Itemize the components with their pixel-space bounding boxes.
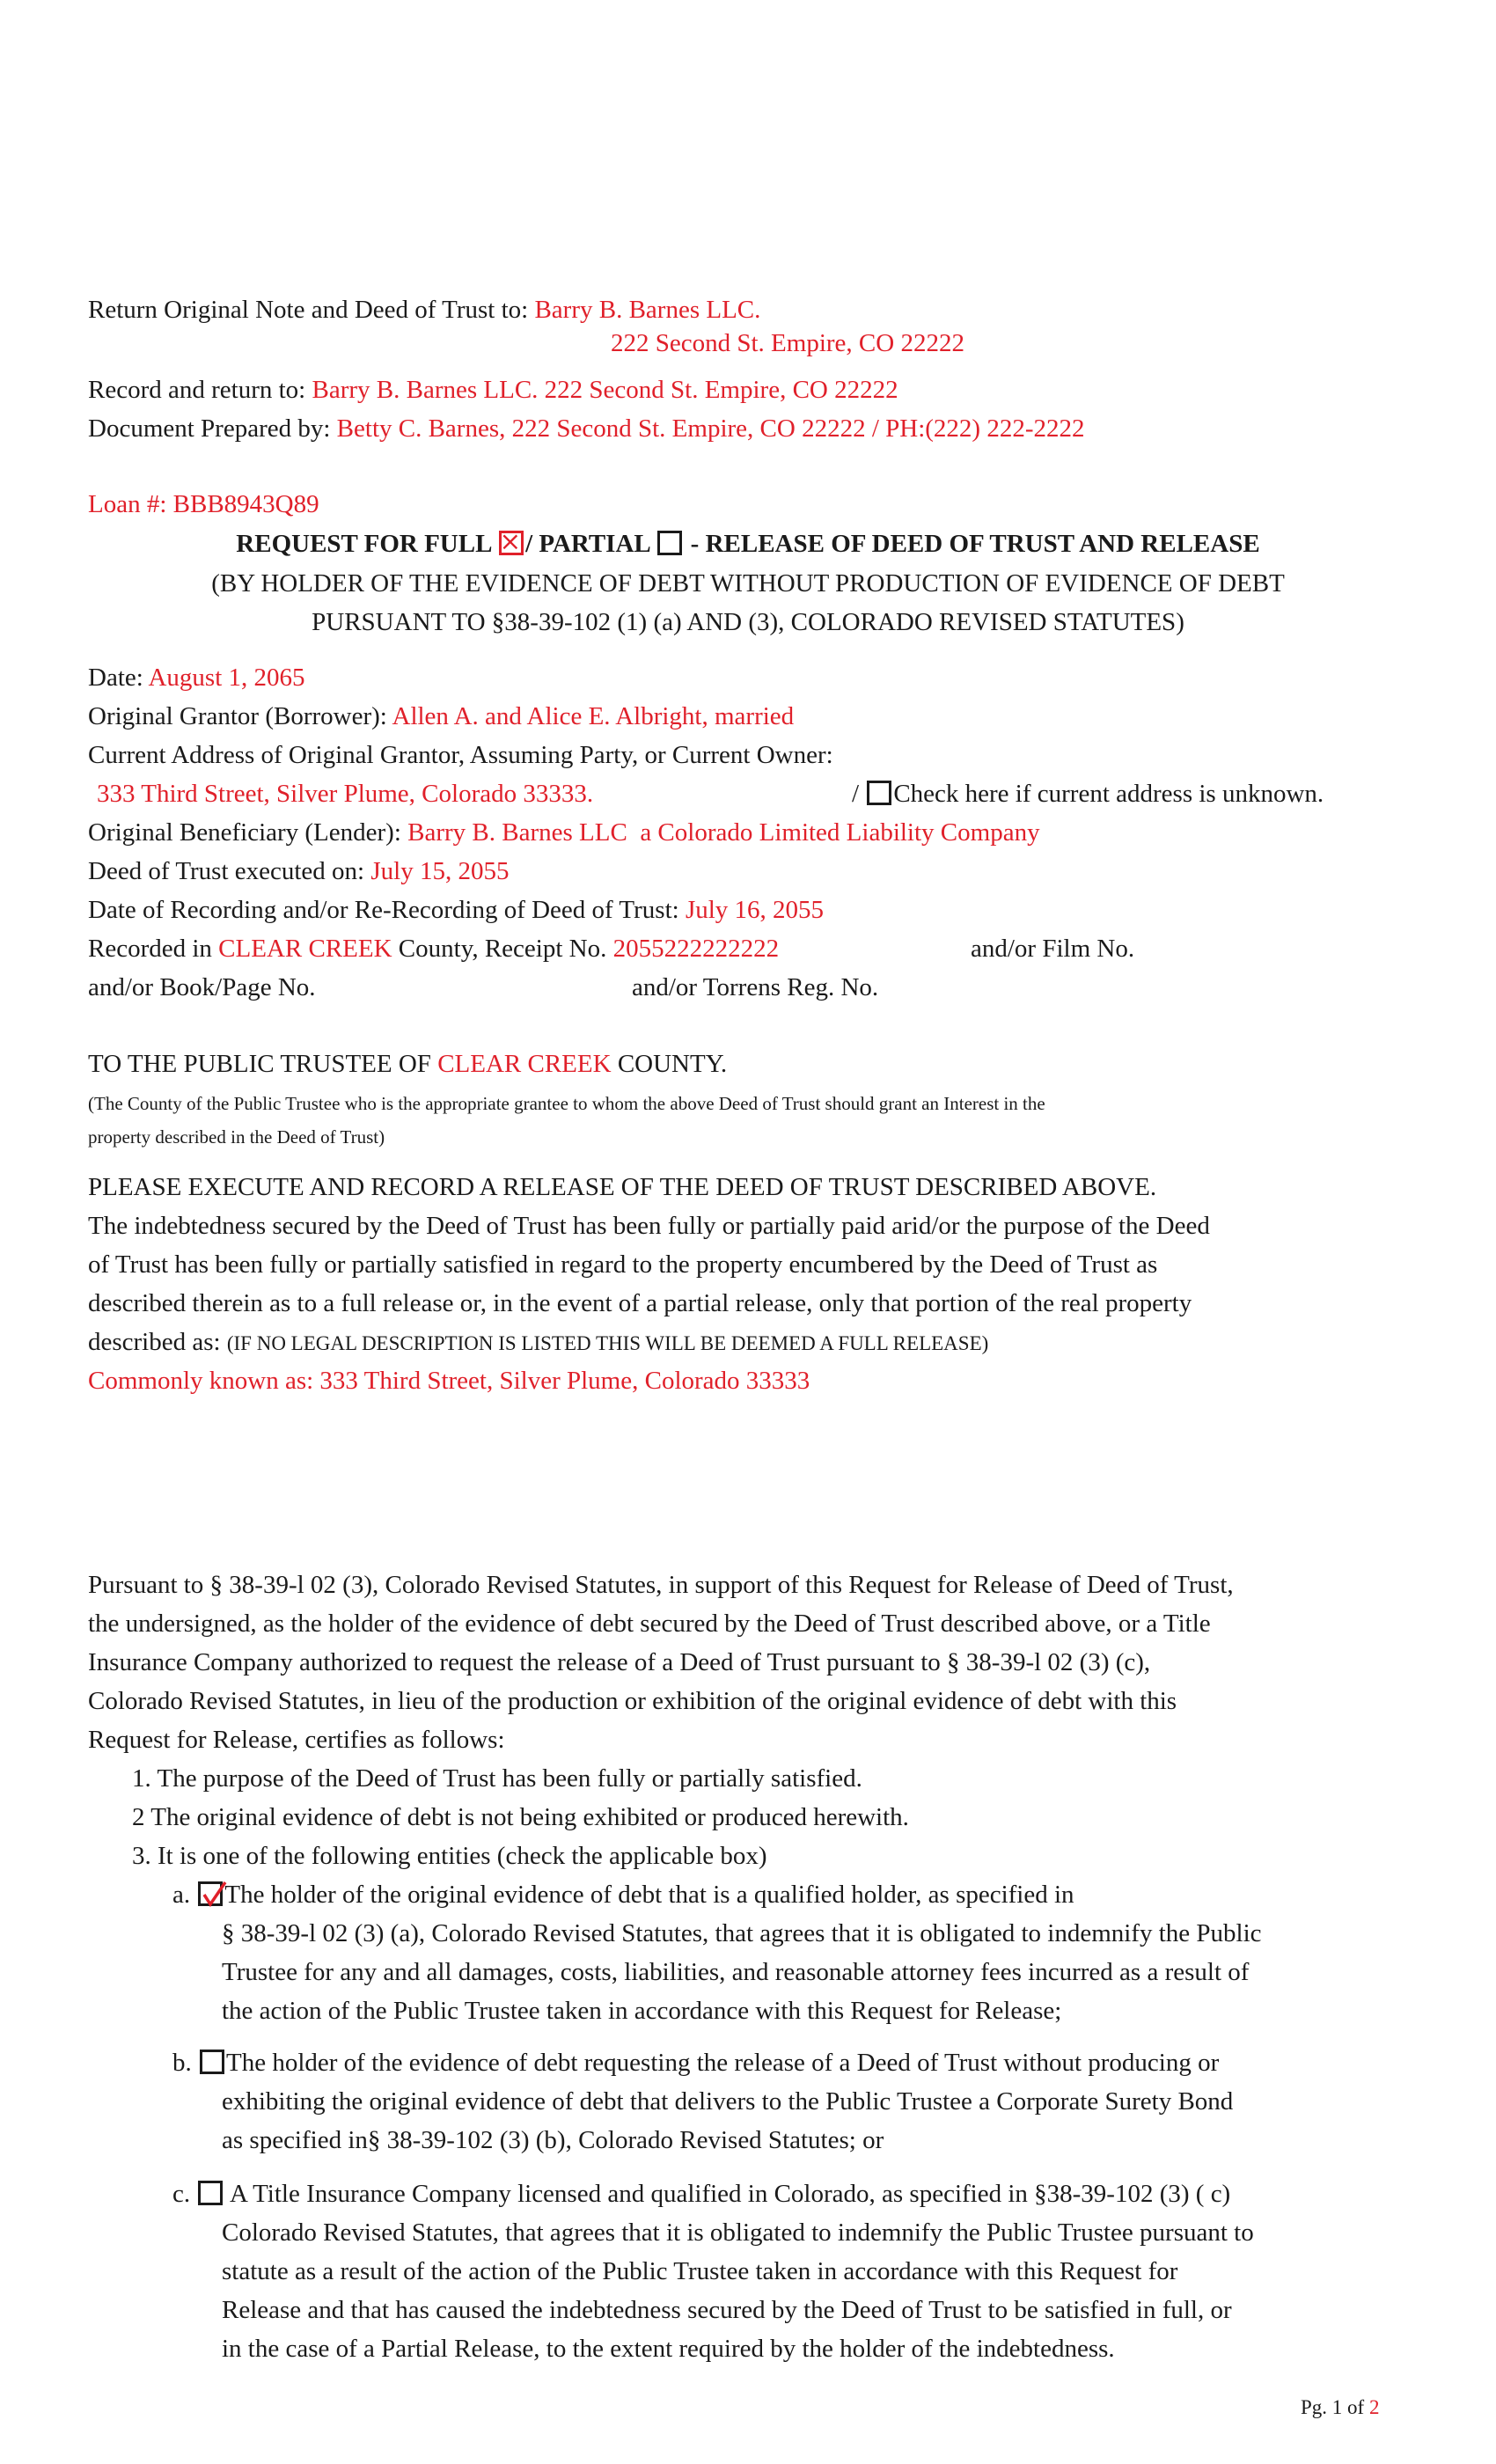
option-c-text-1: A Title Insurance Company licensed and qualified in Colorado, as specified in §38-39-102 (3) ( c) [230,2180,1231,2208]
option-a-line-1 [172,1879,1074,1910]
trustee-prefix: TO THE PUBLIC TRUSTEE OF [88,1050,431,1078]
title-full-label: REQUEST FOR FULL [236,530,491,558]
recording-value: July 16, 2055 [685,896,825,924]
option-b-line-3: as specified in§ 38-39-102 (3) (b), Colorado Revised Statutes; or [222,2126,884,2154]
book-page-label: and/or Book/Page No. [88,973,316,1001]
address-unknown-label: Check here if current address is unknown. [893,780,1324,808]
partial-release-checkbox[interactable] [657,531,682,555]
date-label: Date: [88,664,143,692]
option-c-checkbox[interactable] [198,2181,223,2205]
executed-label: Deed of Trust executed on: [88,857,365,885]
date-value: August 1, 2065 [148,664,305,692]
film-label: and/or Film No. [971,935,1135,963]
address-value: 333 Third Street, Silver Plume, Colorado 33333. [97,780,594,808]
return-to-address: 222 Second St. Empire, CO 22222 [611,329,964,357]
option-a-line-2: § 38-39-l 02 (3) (a), Colorado Revised Statutes, that agrees that it is obligated to indemnify the Public [222,1919,1262,1947]
return-to-line [88,294,760,326]
pursuant-line-2: the undersigned, as the holder of the evidence of debt secured by the Deed of Trust described above, or a Title [88,1610,1211,1638]
record-return-label: Record and return to: [88,376,306,404]
page-label: Pg. 1 of [1301,2396,1365,2418]
checkmark-icon [199,1879,229,1909]
grantor-line [88,700,794,732]
option-a-text-1: The holder of the original evidence of debt that is a qualified holder, as specified in [224,1881,1074,1909]
option-c-line-5: in the case of a Partial Release, to the extent required by the holder of the indebtedness. [222,2335,1115,2363]
page-number [1301,2394,1379,2422]
option-a-line-3: Trustee for any and all damages, costs, liabilities, and reasonable attorney fees incurred as a result of [222,1958,1250,1986]
option-a-label: a. [172,1881,191,1909]
pursuant-line-5: Request for Release, certifies as follows: [88,1726,505,1754]
public-trustee-line [88,1048,727,1080]
beneficiary-line [88,817,1040,848]
option-b-line-2: exhibiting the original evidence of debt that delivers to the Public Trustee a Corporate Surety Bond [222,2087,1234,2116]
option-c-label: c. [172,2180,191,2208]
full-release-checkbox[interactable] [499,531,524,555]
record-return-line [88,374,898,406]
address-unknown-checkbox[interactable] [867,781,891,805]
title-partial-label: / PARTIAL [525,530,650,558]
recorded-county-value: CLEAR CREEK [218,935,392,963]
beneficiary-value: Barry B. Barnes LLC a Colorado Limited Liability Company [407,818,1040,847]
date-line [88,662,305,693]
option-b-text-1: The holder of the evidence of debt requesting the release of a Deed of Trust without producing or [226,2049,1220,2077]
pursuant-line-1: Pursuant to § 38-39-l 02 (3), Colorado Revised Statutes, in support of this Request for Release of Deed of Trust, [88,1571,1234,1599]
return-to-name: Barry B. Barnes LLC. [534,296,761,324]
document-title [0,528,1496,560]
record-return-value: Barry B. Barnes LLC. 222 Second St. Empire, CO 22222 [312,376,898,404]
option-b-checkbox[interactable] [200,2050,224,2074]
recording-line [88,894,824,926]
loan-number [88,488,319,520]
grantor-label: Original Grantor (Borrower): [88,702,387,730]
indebtedness-line-3: described therein as to a full release or, in the event of a partial release, only that portion of the real property [88,1289,1192,1317]
executed-value: July 15, 2055 [370,857,510,885]
receipt-label: County, Receipt No. [398,935,607,963]
page-total: 2 [1368,2396,1380,2418]
recording-label: Date of Recording and/or Re-Recording of Deed of Trust: [88,896,679,924]
prepared-by-label: Document Prepared by: [88,414,331,443]
pursuant-line-3: Insurance Company authorized to request the release of a Deed of Trust pursuant to § 38-39-l 02 (3) (c), [88,1648,1151,1676]
torrens-label: and/or Torrens Reg. No. [632,973,879,1001]
option-a-line-4: the action of the Public Trustee taken in accordance with this Request for Release; [222,1997,1062,2025]
loan-label: Loan #: [88,490,167,518]
legal-description-note: (IF NO LEGAL DESCRIPTION IS LISTED THIS WILL BE DEEMED A FULL RELEASE) [226,1332,989,1354]
option-a-checkbox[interactable] [198,1881,223,1906]
receipt-value: 2055222222222 [612,935,780,963]
trustee-county: CLEAR CREEK [437,1050,612,1078]
title-subtitle-1: (BY HOLDER OF THE EVIDENCE OF DEBT WITHOUT PRODUCTION OF EVIDENCE OF DEBT [211,569,1285,598]
option-c-line-2: Colorado Revised Statutes, that agrees that it is obligated to indemnify the Public Trustee pursuant to [222,2218,1254,2247]
certify-item-3: 3. It is one of the following entities (check the applicable box) [132,1842,767,1870]
option-c-line-3: statute as a result of the action of the Public Trustee taken in accordance with this Request for [222,2257,1178,2285]
address-unknown-line [852,778,1324,810]
x-mark-icon [502,533,521,553]
recorded-in-line [88,933,779,964]
option-c-line-4: Release and that has caused the indebtedness secured by the Deed of Trust to be satisfied in full, or [222,2296,1232,2324]
grantor-value: Allen A. and Alice E. Albright, married [392,702,795,730]
title-release-label: - RELEASE OF DEED OF TRUST AND RELEASE [690,530,1260,558]
option-b-line-1 [172,2047,1219,2079]
prepared-by-line [88,413,1084,444]
commonly-known-as: Commonly known as: 333 Third Street, Silver Plume, Colorado 33333 [88,1367,810,1395]
trustee-note-1: (The County of the Public Trustee who is the appropriate grantee to whom the above Deed of Trust should grant an Interest in the [88,1093,1045,1114]
prepared-by-value: Betty C. Barnes, 222 Second St. Empire, CO 22222 / PH:(222) 222-2222 [336,414,1085,443]
option-c-line-1 [172,2178,1230,2210]
execute-request: PLEASE EXECUTE AND RECORD A RELEASE OF THE DEED OF TRUST DESCRIBED ABOVE. [88,1173,1157,1201]
trustee-suffix: COUNTY. [617,1050,728,1078]
trustee-note-2: property described in the Deed of Trust) [88,1126,385,1148]
indebtedness-line-4 [88,1326,988,1358]
title-subtitle-2: PURSUANT TO §38-39-102 (1) (a) AND (3), COLORADO REVISED STATUTES) [312,608,1184,636]
return-to-label: Return Original Note and Deed of Trust to: [88,296,529,324]
recorded-in-label: Recorded in [88,935,212,963]
executed-line [88,855,509,887]
address-label: Current Address of Original Grantor, Assuming Party, or Current Owner: [88,741,833,769]
option-b-label: b. [172,2049,192,2077]
beneficiary-label: Original Beneficiary (Lender): [88,818,401,847]
indebtedness-line-1: The indebtedness secured by the Deed of Trust has been fully or partially paid arid/or the purpose of the Deed [88,1212,1210,1240]
loan-value: BBB8943Q89 [172,490,319,518]
certify-item-2: 2 The original evidence of debt is not being exhibited or produced herewith. [132,1803,909,1831]
described-as-label: described as: [88,1328,221,1356]
certify-item-1: 1. The purpose of the Deed of Trust has been fully or partially satisfied. [132,1764,862,1793]
pursuant-line-4: Colorado Revised Statutes, in lieu of the production or exhibition of the original evidence of debt with this [88,1687,1177,1715]
address-separator: / [852,780,860,808]
indebtedness-line-2: of Trust has been fully or partially satisfied in regard to the property encumbered by the Deed of Trust as [88,1250,1158,1279]
